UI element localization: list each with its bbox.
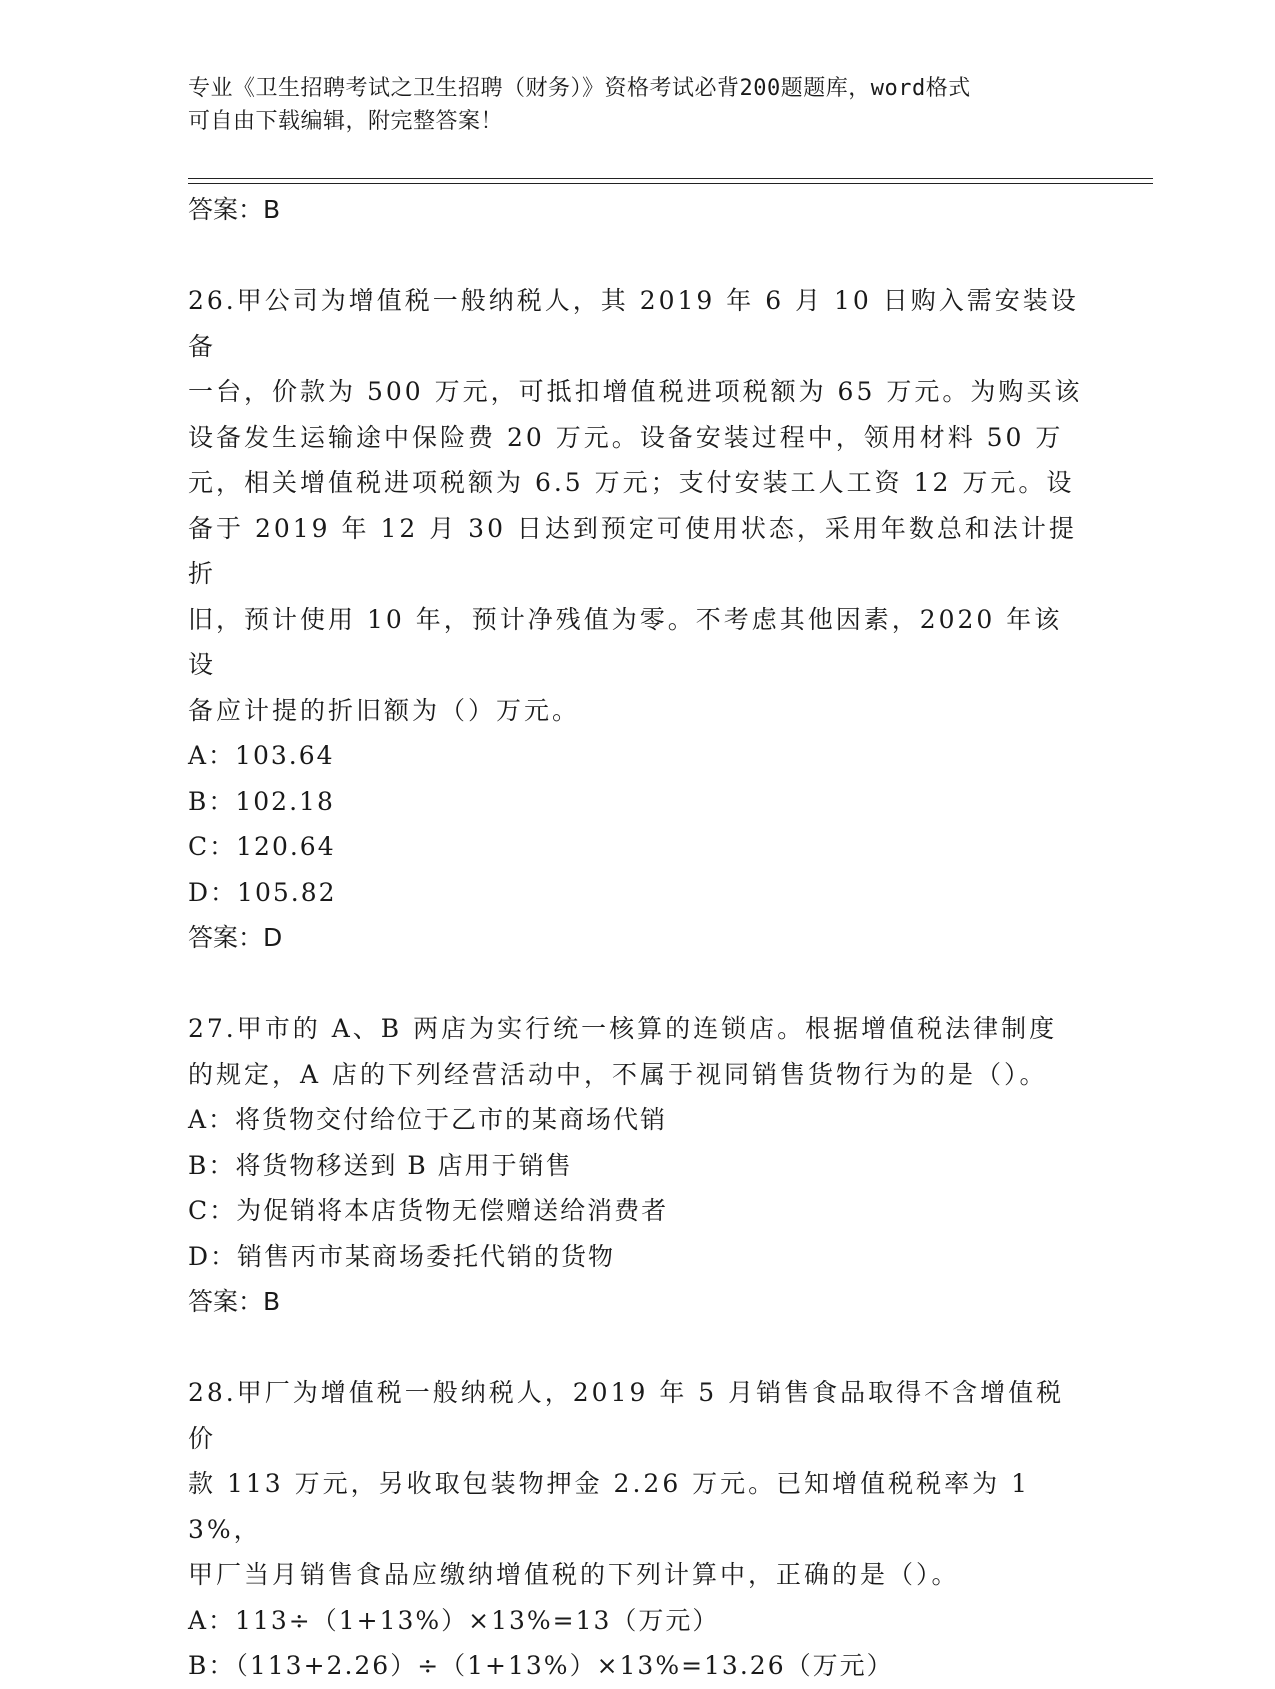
answer-line: 答案：B xyxy=(188,195,281,224)
question-line: 款 113 万元，另收取包装物押金 2.26 万元。已知增值税税率为 13%， xyxy=(188,1469,1031,1544)
document-header xyxy=(188,72,1088,138)
header-divider-bottom xyxy=(188,183,1153,184)
spacer xyxy=(188,1325,1088,1371)
header-divider-top xyxy=(188,178,1153,179)
spacer xyxy=(188,961,1088,1007)
question-list xyxy=(188,187,1088,1689)
option-b: B：（113+2.26）÷（1+13%）×13%=13.26（万元） xyxy=(188,1651,894,1680)
question-line: 26.甲公司为增值税一般纳税人，其 2019 年 6 月 10 日购入需安装设备 xyxy=(188,286,1079,361)
option-b: B：将货物移送到 B 店用于销售 xyxy=(188,1150,573,1180)
question-28 xyxy=(188,1370,1088,1598)
question-line: 一台，价款为 500 万元，可抵扣增值税进项税额为 65 万元。为购买该 xyxy=(188,377,1083,406)
option-c: C：为促销将本店货物无偿赠送给消费者 xyxy=(188,1196,669,1225)
option-a: A：将货物交付给位于乙市的某商场代销 xyxy=(188,1105,668,1134)
question-line: 元，相关增值税进项税额为 6.5 万元；支付安装工人工资 12 万元。设 xyxy=(188,468,1075,497)
spacer xyxy=(188,233,1088,279)
header-line-1: 专业《卫生招聘考试之卫生招聘（财务）》资格考试必背200题题库，word格式 xyxy=(188,76,971,101)
question-line: 27.甲市的 A、B 两店为实行统一核算的连锁店。根据增值税法律制度 xyxy=(188,1014,1058,1043)
option-a: A：103.64 xyxy=(188,741,335,770)
question-line: 的规定，A 店的下列经营活动中，不属于视同销售货物行为的是（）。 xyxy=(188,1059,1048,1089)
question-line: 旧，预计使用 10 年，预计净残值为零。不考虑其他因素，2020 年该设 xyxy=(188,604,1063,679)
option-a: A：113÷（1+13%）×13%=13（万元） xyxy=(188,1605,720,1635)
question-line: 设备发生运输途中保险费 20 万元。设备安装过程中，领用材料 50 万 xyxy=(188,422,1064,452)
question-line: 备于 2019 年 12 月 30 日达到预定可使用状态，采用年数总和法计提折 xyxy=(188,513,1077,588)
answer-line: 答案：B xyxy=(188,1287,281,1316)
option-d: D：105.82 xyxy=(188,877,337,907)
question-27 xyxy=(188,1006,1088,1097)
question-line: 甲厂当月销售食品应缴纳增值税的下列计算中，正确的是（）。 xyxy=(188,1560,960,1589)
option-c: C：120.64 xyxy=(188,832,336,861)
header-line-2: 可自由下载编辑，附完整答案！ xyxy=(188,109,504,134)
option-d: D：销售丙市某商场委托代销的货物 xyxy=(188,1241,616,1271)
question-line: 备应计提的折旧额为（）万元。 xyxy=(188,695,581,725)
answer-line: 答案：D xyxy=(188,923,283,952)
question-line: 28.甲厂为增值税一般纳税人，2019 年 5 月销售食品取得不含增值税价 xyxy=(188,1378,1065,1453)
question-26 xyxy=(188,278,1088,733)
option-b: B：102.18 xyxy=(188,786,335,816)
